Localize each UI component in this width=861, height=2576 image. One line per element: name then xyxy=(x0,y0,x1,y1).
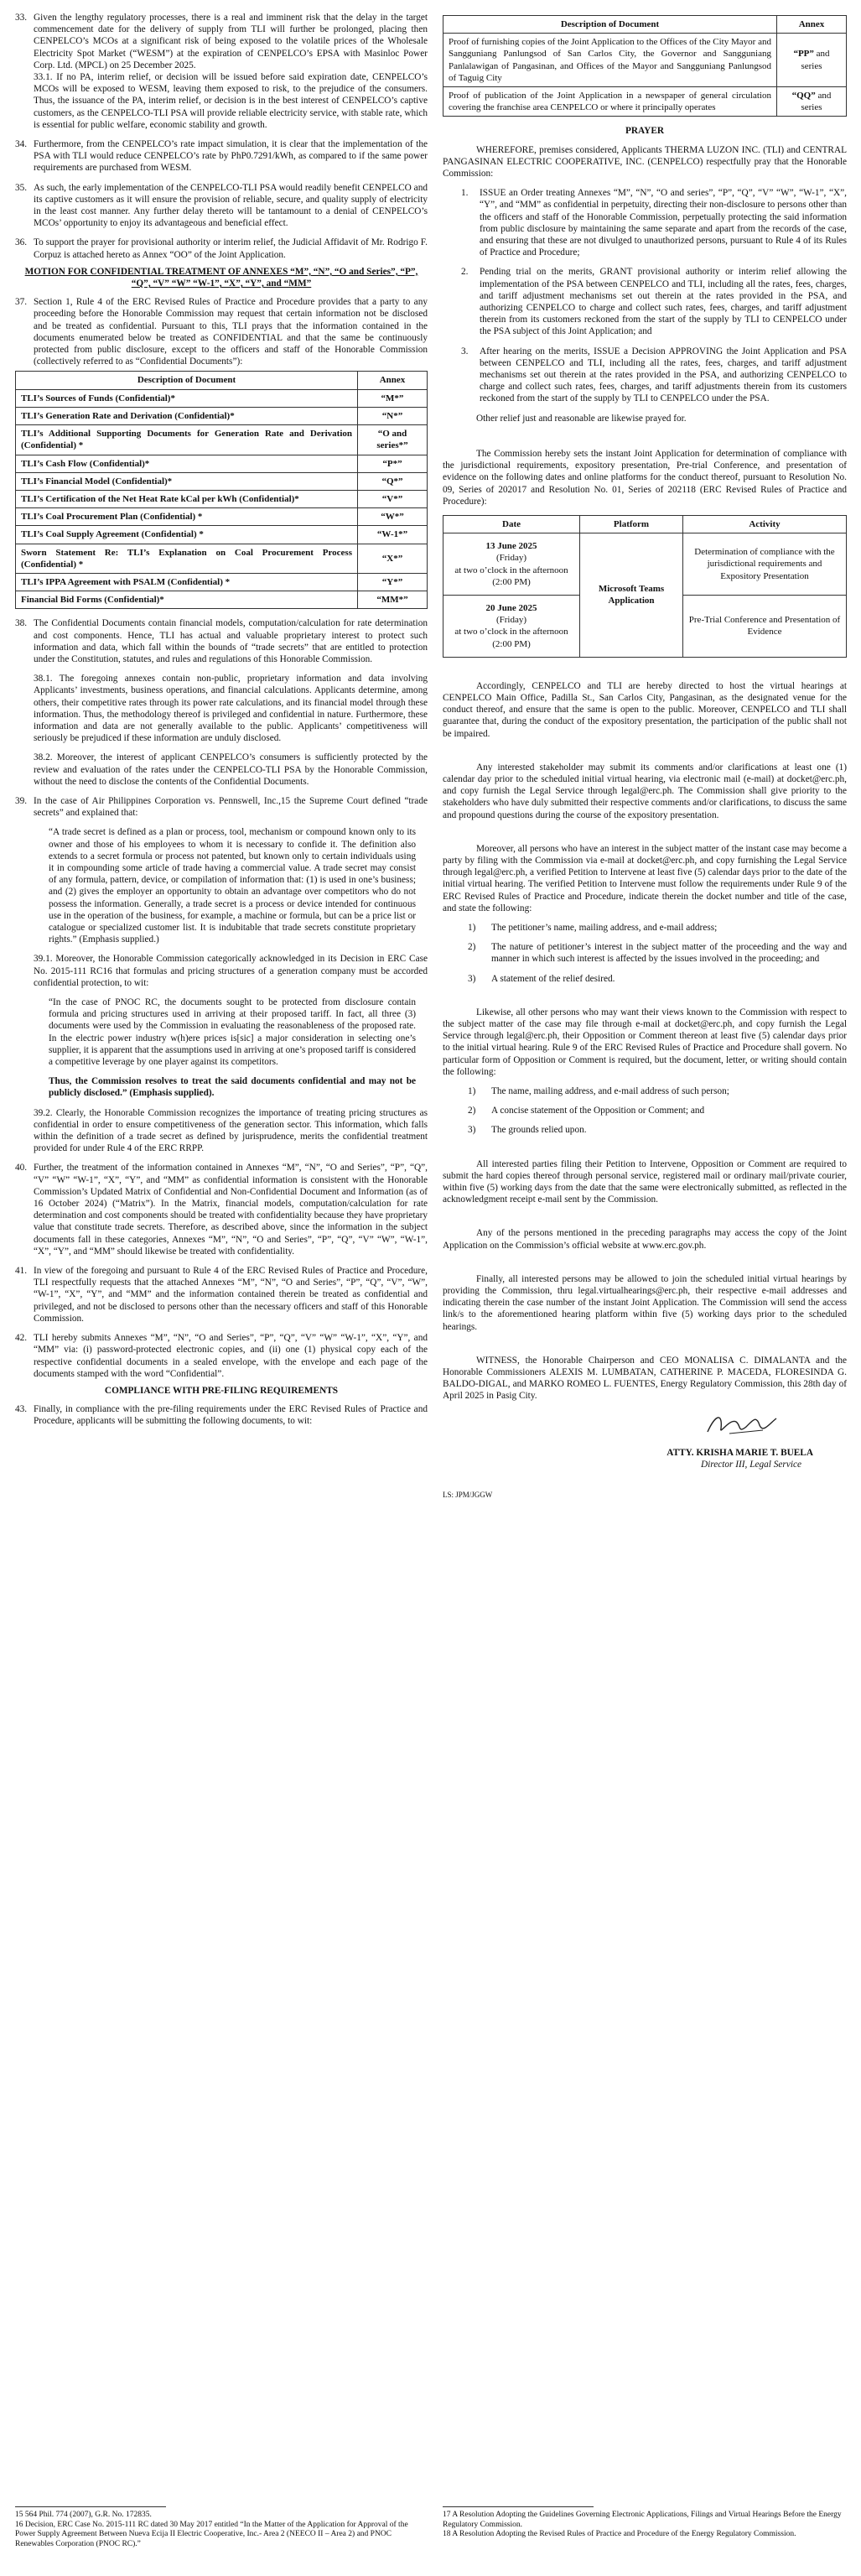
confidential-documents-table xyxy=(15,371,428,609)
paragraph-33-1: 33.1. If no PA, interim relief, or decision will be issued before said expiration date, CENPELCO’s MCOs will be exposed to WESM, leaving them exposed to risk, to the prejudice of the consumers. Thus, the issuance of the PA, interim relief, or decision is in the best interest of CENPELCO’s captive customers, as the CENPELCO-TLI PSA will provide reliable electricity service, with stable rate, which is essential for public welfare, economic stability and growth. xyxy=(34,72,428,130)
prefiling-documents-table xyxy=(443,15,847,117)
signatory-block xyxy=(443,1447,847,1470)
list-item: 3) A statement of the relief desired. xyxy=(468,973,615,984)
table-row: TLI’s Certification of the Net Heat Rate kCal per kWh (Confidential)* “V*” xyxy=(16,490,428,507)
footnote-18: 18 A Resolution Adopting the Revised Rules of Practice and Procedure of the Energy Regulatory Commission. xyxy=(443,2530,796,2538)
signatory-title: Director III, Legal Service xyxy=(700,1459,801,1470)
paragraph-42: 42. TLI hereby submits Annexes “M”, “N”, “O and Series”, “P”, “Q”, “V” “W” “W-1”, “X”, “Y”, and “MM” via: (i) password-protected electronic copies, and (ii) one (1) physical copy each of the respective confidential documents in a sealed envelope, with the envelope and each page of the documents stamped with the word “Confidential”. xyxy=(15,1333,428,1379)
right-column xyxy=(443,12,847,1501)
paragraph-35: 35. As such, the early implementation of the CENPELCO-TLI PSA would readily benefit CENPELCO and its captive customers as it will ensure the provision of reliable, secure, and quality supply of electricity in the least cost manner. Any further delay thereto will be tantamount to a denial of CENPELCO’s MCOs’ opportunity to enjoy its advantageous and beneficial effect. xyxy=(15,182,428,229)
footnote-15: 15 564 Phil. 774 (2007), G.R. No. 172835. xyxy=(15,2511,152,2519)
prayer-heading: PRAYER xyxy=(625,126,665,137)
schedule-header-date: Date xyxy=(443,515,580,533)
list-item: 1) The petitioner’s name, mailing address, and e-mail address; xyxy=(468,922,718,933)
paragraph-36-text: To support the prayer for provisional authority or interim relief, the Judicial Affidavit of Mr. Rodrigo F. Corpuz is attached hereto as Annex “OO” of the Joint Application. xyxy=(34,237,428,260)
paragraph-33: 33. Given the lengthy regulatory processes, there is a real and imminent risk that the delay in the target commencement date for the delivery of supply from TLI will further be prolonged, placing then CENPELCO’s MCOs at a significant risk of being exposed to the volatile prices of the Wholesale Electricity Spot Market (“WESM”) at the expiration of CENPELCO’s EPSA with Masinloc Power Corp. Ltd. (MPCL) on 25 December 2025. xyxy=(15,13,428,70)
paragraph-39-2: 39.2. Clearly, the Honorable Commission recognizes the importance of treating pricing structures as confidential in order to ensure competitiveness of the generation sector. This information, which falls within the definition of a trade secret as defined by jurisprudence, merits the confidential treatment provided for under Rule 4 of the ERC RRPP. xyxy=(34,1107,428,1154)
paragraph-39-text: In the case of Air Philippines Corporation vs. Pennswell, Inc.,15 the Supreme Court defined “trade secrets” and explained that: xyxy=(34,795,428,819)
right-footnotes xyxy=(443,2506,847,2540)
trade-secret-quote: “A trade secret is defined as a plan or process, tool, mechanism or compound known only to its owner and those of his employees to whom it is necessary to confide it. The definition also extends to a secret formula or process not patented, but known only to certain individuals using it in compounding some article of trade having a commercial value. A trade secret may consist of any formula, pattern, device, or compilation of information that: (1) is used in one’s business; and (2) gives the employer an opportunity to obtain an advantage over competitors who do not possess the information. Generally, a trade secret is a process or device intended for continuous use in the operation of the business, for example, a machine or formula, but can be a price list or catalogue or specialized customer list. It is indubitable that trade secrets constitute proprietary rights.” (Emphasis supplied.) xyxy=(49,827,416,945)
signatory-name: ATTY. KRISHA MARIE T. BUELA xyxy=(666,1447,813,1458)
table-row: Proof of publication of the Joint Application in a newspaper of general circulation covering the franchise area CENPELCO or where it principally operates “QQ” and series xyxy=(443,87,847,117)
paragraph-42-text: TLI hereby submits Annexes “M”, “N”, “O and Series”, “P”, “Q”, “V” “W” “W-1”, “X”, “Y”, and “MM” via: (i) password-protected electronic copies, and (ii) one (1) physical copy each of the respective confidential documents in a sealed envelope, with the envelope and each page of the documents stamped with the word “Confidential”. xyxy=(34,1333,428,1379)
hearing-schedule-table xyxy=(443,515,847,658)
footnote-16: 16 Decision, ERC Case No. 2015-111 RC dated 30 May 2017 entitled “In the Matter of the Application for Approval of the Power Supply Agreement Between Nueva Ecija II Electric Cooperative, Inc.- Area 2 (NEECO II – Area 2) and PNOC Renewables Corporation (PNOC RC).” xyxy=(15,2520,408,2548)
witness-paragraph: WITNESS, the Honorable Chairperson and CEO MONALISA C. DIMALANTA and the Honorable Commissioners ALEXIS M. LUMBATAN, CATHERINE P. MACEDA, FLORESINDA G. BALDO-DIGAL, and MARKO ROMEO L. FUENTES, Energy Regulatory Commission, this 28th day of April 2025 in Pasig City. xyxy=(443,1355,847,1402)
table-row: TLI’s Additional Supporting Documents for Generation Rate and Derivation (Confidential) * “O and series*” xyxy=(16,425,428,455)
prayer-intro: WHEREFORE, premises considered, Applicants THERMA LUZON INC. (TLI) and CENTRAL PANGASINAN ELECTRIC COOPERATIVE, INC. (CENPELCO) respectfully pray that the Honorable Commission: xyxy=(443,144,847,180)
paragraph-40: 40. Further, the treatment of the information contained in Annexes “M”, “N”, “O and Series”, “P”, “Q”, “V” “W” “W-1”, “X”, “Y”, and “MM” as confidential information is consistent with the Honorable Commission’s Updated Matrix of Confidential and Non-Confidential Document and Information (as of 16 October 2024) (“Matrix”). In the Matrix, financial models, computation/calculation for rate determination and cost components should be treated with confidentiality because they have proprietary value that constitute trade secrets. Therefore, as described above, since the information in the subject documents fall in these categories, Annexes “M”, “N”, “O and Series”, “P”, “Q”, “V” “W”, “W-1”, “X”, “Y”, and “MM” should likewise be treated with confidentiality. xyxy=(15,1163,428,1257)
prayer-item-2: 2. Pending trial on the merits, GRANT provisional authority or interim relief allowing the implementation of the PSA between CENPELCO and TLI, including all the rates, fees, charges, and tariff adjustment mechanisms set out therein at the rates provided in the PSA, and authorizing CENPELCO to charge and collect such rates, fees, charges, and tariff adjustment therein from its customers reckoned from the start of the supply by TLI to CENPELCO under the PSA subject of this Joint Application; and xyxy=(461,267,847,337)
handwritten-signature xyxy=(704,1410,780,1439)
paragraph-41: 41. In view of the foregoing and pursuant to Rule 4 of the ERC Revised Rules of Practice and Procedure, TLI respectfully requests that the attached Annexes “M”, “N”, “O and Series”, “P”, “Q”, “V”, “W”, “W-1”, “X”, “Y”, and “MM” and the information contained therein be treated as confidential and privileged, and not be disclosed to persons other than the necessary officers and staff of this Honorable Commission. xyxy=(15,1266,428,1324)
paragraph-41-text: In view of the foregoing and pursuant to Rule 4 of the ERC Revised Rules of Practice and Procedure, TLI respectfully requests that the attached Annexes “M”, “N”, “O and Series”, “P”, “Q”, “V”, “W”, “W-1”, “X”, “Y”, and “MM” and the information contained therein be treated as confidential and privileged, and not be disclosed to persons other than the necessary officers and staff of this Honorable Commission. xyxy=(34,1266,428,1324)
motion-heading: MOTION FOR CONFIDENTIAL TREATMENT OF ANNEXES “M”, “N”, “O and Series”, “P”, “Q”, “V” “W” “W-1”, “X”, “Y”, and “MM” xyxy=(24,266,418,289)
prayer-item-1: 1. ISSUE an Order treating Annexes “M”, “N”, “O and series”, “P”, “Q”, “V” “W”, “W-1”, “X”, “Y”, and “MM” as confidential in perpetuity, directing their non-disclosure to persons other than the officers and staff of the Honorable Commission, perpetually protecting the said information from public disclosure by maintaining the same separate and apart from the records of the case, and ensuring that these are not divulged to unauthorized persons, pursuant to Rule 4 of its Rules of Practice and Procedure; xyxy=(461,188,847,258)
table-row: TLI’s Sources of Funds (Confidential)* “M*” xyxy=(16,389,428,407)
schedule-header-activity: Activity xyxy=(683,515,847,533)
paragraph-43: 43. Finally, in compliance with the pre-filing requirements under the ERC Revised Rules of Practice and Procedure, applicants will be submitting the following documents, to wit: xyxy=(15,1404,428,1427)
paragraph-37-text: Section 1, Rule 4 of the ERC Revised Rules of Practice and Procedure provides that a party to any proceeding before the Honorable Commission may request that certain information not be disclosed and be treated as confidential. Pursuant to this, TLI prays that the information contained in the documents enumerated below be treated as CONFIDENTIAL and that the same be continuously protected from public disclosure, except to the officers and staff of the Honorable Commission (collectively referred to as “Confidential Documents”): xyxy=(34,297,428,367)
list-item: 1) The name, mailing address, and e-mail address of such person; xyxy=(468,1086,729,1097)
paragraph-38-text: The Confidential Documents contain financial models, computation/calculation for rate determination and cost components. Hence, TLI has actual and valuable proprietary interest to protect such information and data, which fall within the bounds of “trade secrets” that are entitled to protection under the Constitution, statutes, and rules and regulations of this Honorable Commission. xyxy=(34,618,428,664)
platform-cell: Microsoft Teams Application xyxy=(580,533,683,658)
pnoc-quote: “In the case of PNOC RC, the documents sought to be protected from disclosure contain formula and pricing structures used in arriving at their proposed tariff. In fact, all three (3) documents were used by the Commission in evaluating the reasonableness of the proposed rate. In the electric power industry w(h)ere prices is[sic] a major consideration in selecting one’s supplier, it is apparent that the assumptions used in arriving at one’s proposed tariff is considered a competitive leverage by one player against its competitors. xyxy=(49,997,416,1068)
list-item: 2) The nature of petitioner’s interest in the subject matter of the proceeding and the way and manner in which such interest is affected by the issues involved in the proceeding; and xyxy=(468,942,847,965)
table-header-annex: Annex xyxy=(777,16,847,34)
compliance-heading: COMPLIANCE WITH PRE-FILING REQUIREMENTS xyxy=(104,1385,339,1396)
paragraph-33-text: Given the lengthy regulatory processes, there is a real and imminent risk that the delay in the target commencement date for the delivery of supply from TLI will further be prolonged, placing then CENPELCO’s MCOs at a significant risk of being exposed to the volatile prices of the Wholesale Electricity Spot Market (“WESM”) at the expiration of CENPELCO’s EPSA with Masinloc Power Corp. Ltd. (MPCL) on 25 December 2025. xyxy=(34,13,428,70)
paragraph-39-1: 39.1. Moreover, the Honorable Commission categorically acknowledged in its Decision in ERC Case No. 2015-111 RC16 that formulas and pricing structures of a generation company must be accorded confidential protection, to wit: xyxy=(34,954,428,988)
table-header-description: Description of Document xyxy=(16,372,358,389)
table-header-row xyxy=(443,16,847,34)
paragraph-40-text: Further, the treatment of the information contained in Annexes “M”, “N”, “O and Series”, “P”, “Q”, “V” “W” “W-1”, “X”, “Y”, and “MM” as confidential information is consistent with the Honorable Commission’s Updated Matrix of Confidential and Non-Confidential Document and Information (as of 16 October 2024) (“Matrix”). In the Matrix, financial models, computation/calculation for rate determination and cost components should be treated with confidentiality because they have proprietary value that constitute trade secrets. Therefore, as described above, since the information in the subject documents fall in these categories, Annexes “M”, “N”, “O and Series”, “P”, “Q”, “V” “W”, “W-1”, “X”, “Y”, and “MM” should likewise be treated with confidentiality. xyxy=(34,1163,428,1257)
schedule-header-platform: Platform xyxy=(580,515,683,533)
table-row: TLI’s Coal Procurement Plan (Confidential) * “W*” xyxy=(16,508,428,526)
other-relief: Other relief just and reasonable are likewise prayed for. xyxy=(476,413,687,424)
initials: LS: JPM/JGGW xyxy=(443,1491,493,1500)
footnote-17: 17 A Resolution Adopting the Guidelines Governing Electronic Applications, Filings and Virtual Hearings Before the Energy Regulatory Commission. xyxy=(443,2511,842,2529)
table-row: TLI’s IPPA Agreement with PSALM (Confidential) * “Y*” xyxy=(16,573,428,591)
table-header-description: Description of Document xyxy=(443,16,777,34)
left-footnotes xyxy=(15,2506,428,2549)
virtual-hearing-paragraph: Finally, all interested persons may be allowed to join the scheduled initial virtual hearings by providing the Commission, thru legal.virtualhearings@erc.ph, their respective e-mail addresses and indicating therein the case number of the instant Joint Application. The Commission will send the access link/s to the aforementioned hearing platform within five (5) working days prior to the scheduled hearings. xyxy=(443,1273,847,1332)
paragraph-34: 34. Furthermore, from the CENPELCO’s rate impact simulation, it is clear that the implementation of the PSA with TLI would reduce CENPELCO’s rate by PhP0.7291/kWh, as compared to if the same power requirements are purchased from WESM. xyxy=(15,139,428,174)
table-row: Financial Bid Forms (Confidential)* “MM*” xyxy=(16,591,428,609)
paragraph-43-text: Finally, in compliance with the pre-filing requirements under the ERC Revised Rules of Practice and Procedure, applicants will be submitting the following documents, to wit: xyxy=(34,1404,428,1427)
table-header-row xyxy=(16,372,428,389)
paragraph-38-2: 38.2. Moreover, the interest of applicant CENPELCO’s consumers is sufficiently protected by the review and evaluation of the rates under the CENPELCO-TLI PSA by the Honorable Commission, without the need to disclose the contents of the Confidential Documents. xyxy=(34,752,428,787)
footnote-divider xyxy=(443,2506,594,2507)
paragraph-39: 39. In the case of Air Philippines Corporation vs. Pennswell, Inc.,15 the Supreme Court defined “trade secrets” and explained that: xyxy=(15,795,428,819)
paragraph-35-text: As such, the early implementation of the CENPELCO-TLI PSA would readily benefit CENPELCO and its captive customers as it will ensure the provision of reliable, secure, and quality supply of electricity in the least cost manner. Any further delay thereto will be tantamount to a denial of CENPELCO’s MCOs’ opportunity to enjoy its advantageous and beneficial effect. xyxy=(34,182,428,229)
paragraph-34-text: Furthermore, from the CENPELCO’s rate impact simulation, it is clear that the implementation of the PSA with TLI would reduce CENPELCO’s rate by PhP0.7291/kWh, as compared to if the same power requirements are purchased from WESM. xyxy=(34,139,428,174)
paragraph-37: 37. Section 1, Rule 4 of the ERC Revised Rules of Practice and Procedure provides that a party to any proceeding before the Honorable Commission may request that certain information not be disclosed and be treated as confidential. Pursuant to this, TLI prays that the information contained in the documents enumerated below be treated as CONFIDENTIAL and that the same be continuously protected from public disclosure, except to the officers and staff of the Honorable Commission (collectively referred to as “Confidential Documents”): xyxy=(15,297,428,367)
table-header-annex: Annex xyxy=(358,372,428,389)
table-row: TLI’s Cash Flow (Confidential)* “P*” xyxy=(16,455,428,472)
table-row: Sworn Statement Re: TLI’s Explanation on Coal Procurement Process (Confidential) * “X*” xyxy=(16,544,428,573)
intervene-paragraph: Moreover, all persons who have an interest in the subject matter of the instant case may become a party by filing with the Commission via e-mail at docket@erc.ph, and copy furnishing the Legal Service through legal@erc.ph, a verified Petition to Intervene at least five (5) calendar days prior to the date of the initial virtual hearing. The verified Petition to Intervene must follow the requirements under Rule 9 of the ERC Revised Rules of Practice and Procedure, indicate therein the docket number and title of the case, and state the following: xyxy=(443,843,847,913)
commission-paragraph: The Commission hereby sets the instant Joint Application for determination of compliance with the jurisdictional requirements, expository presentation, Pre-trial Conference, and presentation of evidence on the following dates and online platforms for the conduct thereof, pursuant to Resolution No. 09, Series of 202017 and Resolution No. 01, Series of 202118 (ERC Revised Rules of Practice and Procedure): xyxy=(443,448,847,507)
left-column xyxy=(15,12,428,1428)
list-item: 3) The grounds relied upon. xyxy=(468,1125,587,1136)
stakeholder-paragraph: Any interested stakeholder may submit its comments and/or clarifications at least one (1) calendar day prior to the scheduled initial virtual hearing, via electronic mail (e-mail) at docket@erc.ph, and copy furnish the Legal Service through legal@erc.ph. The Commission shall give priority to the stakeholders who have duly submitted their respective comments and/or clarifications, to discuss the same and propound questions during the course of the expository presentation. xyxy=(443,762,847,820)
paragraph-38: 38. The Confidential Documents contain financial models, computation/calculation for rate determination and cost components. Hence, TLI has actual and valuable proprietary interest to protect such information and data, which fall within the bounds of “trade secrets” that are entitled to protection under the Constitution, statutes, and rules and regulations of this Honorable Commission. xyxy=(15,618,428,664)
table-row: TLI’s Generation Rate and Derivation (Confidential)* “N*” xyxy=(16,407,428,424)
table-header-row xyxy=(443,515,847,533)
table-row: TLI’s Coal Supply Agreement (Confidential) * “W-1*” xyxy=(16,526,428,544)
list-item: 2) A concise statement of the Opposition or Comment; and xyxy=(468,1106,705,1116)
prayer-item-3: 3. After hearing on the merits, ISSUE a Decision APPROVING the Joint Application and PSA between CENPELCO and TLI, including all the rates, fees, charges, and tariff adjustment mechanisms set out therein at the rates provided in the PSA, and authorizing CENPELCO to charge and collect such rates, fees, charges, and tariff adjustments therein from its customers reckoned from the start of the supply by TLI to CENPELCO under the PSA. xyxy=(461,346,847,404)
footnote-divider xyxy=(15,2506,166,2507)
paragraph-38-1: 38.1. The foregoing annexes contain non-public, proprietary information and data involving Applicants’ investments, business operations, and financial calculations. Applicants determine, among others, their competitive rates through its power rate calculations, and its financial model through these information. Thus, the methodology thereof is privileged and confidential in nature. Furthermore, these information and data are not generally available to the public. Applicants’ competitiveness will seriously be prejudiced if these information are unduly disclosed. xyxy=(34,674,428,744)
table-row: 13 June 2025 (Friday) at two o’clock in the afternoon (2:00 PM) Microsoft Teams Application Determination of compliance with the jurisdictional requirements and Expository Presentation xyxy=(443,533,847,596)
signature-area xyxy=(443,1410,847,1439)
opposition-paragraph: Likewise, all other persons who may want their views known to the Commission with respect to the subject matter of the case may file through e-mail at docket@erc.ph, and copy furnish the Legal Service through legal@erc.ph, their Opposition or Comment thereon at least five (5) calendar days prior to the initial virtual hearing. Rule 9 of the ERC Revised Rules of Practice and Procedure shall govern. No particular form of Opposition or Comment is required, but the document, letter, or writing should contain the following: xyxy=(443,1007,847,1077)
host-paragraph: Accordingly, CENPELCO and TLI are hereby directed to host the virtual hearings at CENPELCO Main Office, Padilla St., San Carlos City, Pangasinan, as the designated venue for the conduct thereof, and ensure that the same is open to the public. Moreover, CENPELCO and TLI shall guarantee that, during the conduct of the expository presentation, the participation of the public shall not be impaired. xyxy=(443,680,847,739)
table-row: TLI’s Financial Model (Confidential)* “Q*” xyxy=(16,472,428,490)
pnoc-quote-conclusion: Thus, the Commission resolves to treat the said documents confidential and may not be publicly disclosed.” (Emphasis supplied). xyxy=(49,1076,416,1099)
hardcopy-paragraph: All interested parties filing their Petition to Intervene, Opposition or Comment are required to submit the hard copies thereof through personal service, registered mail or ordinary mail/private courier, within five (5) working days from the date that the same were electronically submitted, as reflected in the acknowledgment receipt e-mail sent by the Commission. xyxy=(443,1158,847,1205)
table-row: Proof of furnishing copies of the Joint Application to the Offices of the City Mayor and Sangguniang Panlungsod of San Carlos City, the Governor and Sangguniang Panlalawigan of Pangasinan, and Offices of the Mayor and Sangguniang Panlungsod of Taguig City “PP” and series xyxy=(443,34,847,87)
paragraph-36: 36. To support the prayer for provisional authority or interim relief, the Judicial Affidavit of Mr. Rodrigo F. Corpuz is attached hereto as Annex “OO” of the Joint Application. xyxy=(15,237,428,260)
website-paragraph: Any of the persons mentioned in the preceding paragraphs may access the copy of the Joint Application on the Commission’s official website at www.erc.gov.ph. xyxy=(443,1228,847,1251)
table-row: 20 June 2025 (Friday) at two o’clock in the afternoon (2:00 PM) Pre-Trial Conference and Presentation of Evidence xyxy=(443,595,847,657)
